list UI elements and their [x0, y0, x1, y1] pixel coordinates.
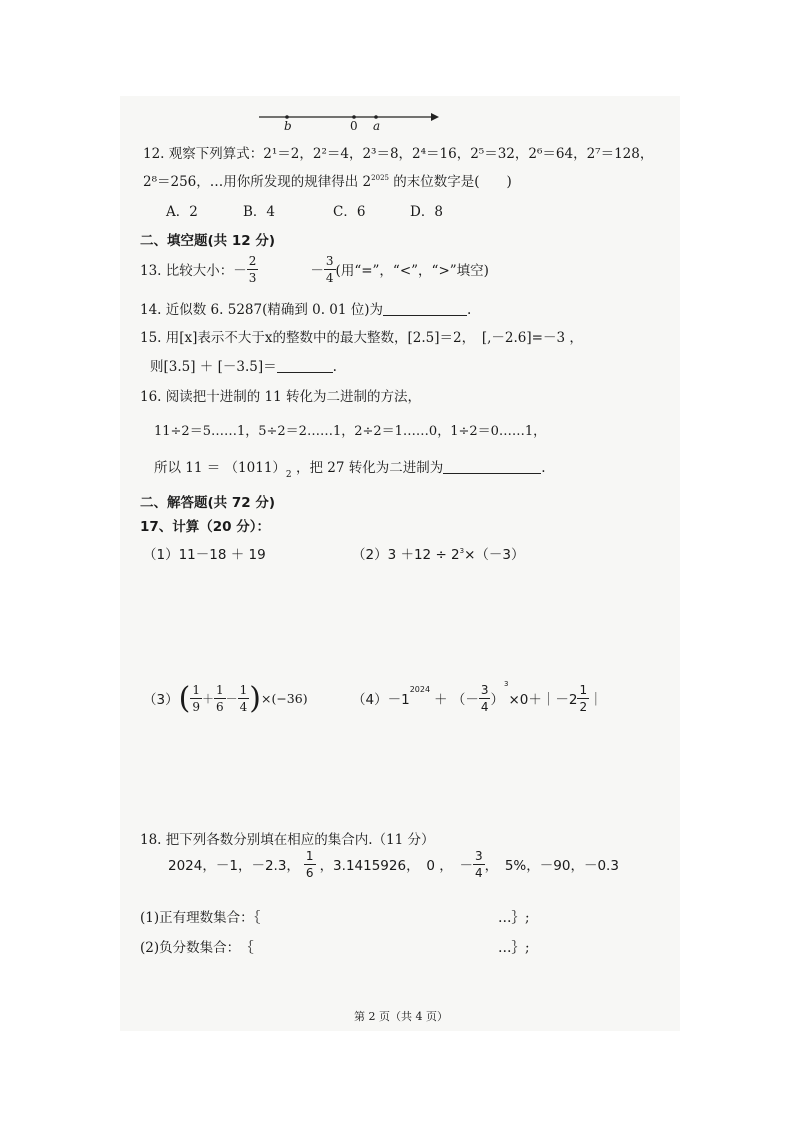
q17-part3-tail: ×(−36) [260, 690, 308, 706]
q12-option-b: B．4 [243, 204, 276, 220]
q17-part3-den-1: 9 [192, 699, 200, 714]
q18-title: 18. 把下列各数分别填在相应的集合内.（11 分） [140, 832, 435, 848]
q15-line1: 15. 用[x]表示不大于x的整数中的最大整数，[2.5]＝2， [,－2.6]=－3 ， [140, 330, 583, 346]
q17-part3-num-2: 1 [215, 682, 224, 697]
q18-fraction-1-den: 6 [305, 865, 314, 880]
q13-den1: 3 [248, 270, 257, 285]
q16-line2: 11÷2＝5……1，5÷2＝2……1，2÷2＝1……0，1÷2＝0……1， [154, 424, 547, 439]
q18-numbers-pre: 2024，－1，－2.3， [168, 858, 300, 874]
q16-subscript: 2 [285, 470, 292, 480]
q17-part4-mixed-frac [577, 684, 589, 713]
q17-part4-num: 3 [480, 682, 489, 697]
q12-option-a: A．2 [166, 204, 198, 220]
q17-part3-open-paren: ( [178, 680, 191, 716]
q17-part4-frac [479, 684, 491, 713]
q13-fraction-2 [324, 255, 336, 284]
q13-suffix: (用“=”，“<”，“>”填空) [335, 263, 489, 279]
q16-line1: 16. 阅读把十进制的 11 转化为二进制的方法， [140, 389, 422, 405]
number-line-label-b: b [284, 119, 292, 133]
q17-part3-num-1: 1 [192, 682, 200, 697]
q13-num2: 3 [325, 253, 334, 268]
q17-title: 17、计算（20 分）： [140, 519, 271, 535]
q18-fraction-2 [473, 850, 485, 879]
q17-part3-sign-1: ＋ [201, 691, 214, 706]
q17-part4-exponent-2: 3 [503, 680, 509, 688]
q17-part4-pre: （4）－1 [352, 692, 410, 708]
page-footer: 第 2 页（共 4 页） [354, 1010, 448, 1023]
q17-part3 [143, 676, 308, 720]
q13 [140, 251, 489, 287]
q16-line3 [154, 456, 546, 480]
q16-line3-post: ，把 27 转化为二进制为 [291, 460, 444, 476]
q16-line3-pre: 所以 11 ＝ （1011） [154, 460, 286, 476]
q16-end: . [541, 460, 546, 476]
q18-fraction-2-num: 3 [474, 848, 483, 863]
q18-fraction-1 [304, 850, 316, 879]
q16-answer-blank[interactable] [443, 459, 541, 474]
section-fill-blank-title: 二、填空题(共 12 分) [140, 233, 276, 249]
q17-part3-frac-1 [190, 684, 202, 713]
q17-part4 [352, 676, 603, 720]
number-line [255, 108, 440, 134]
q17-part4-exponent: 2024 [409, 685, 431, 694]
number-line-label-a: a [373, 119, 381, 133]
q18-numbers-mid: ，3.1415926， 0 ， － [319, 858, 473, 874]
q18-fraction-1-num: 1 [305, 848, 314, 863]
q17-part3-frac-3 [238, 684, 250, 713]
q18-set2-label: (2)负分数集合： ｛ [140, 940, 254, 956]
q17-part4-mixed-den: 2 [579, 699, 588, 714]
q15-line2-text: 则[3.5] ＋ [－3.5]＝ [150, 359, 277, 375]
q18-set1-label: (1)正有理数集合：｛ [140, 910, 261, 926]
q14 [140, 298, 471, 318]
q13-mid: － [310, 263, 324, 279]
q18-numbers-post: ， 5%，－90，－0.3 [484, 858, 619, 874]
q12-line2-post: 的末位数字是( ) [388, 174, 512, 190]
q17-part1: （1）11－18 ＋ 19 [143, 547, 266, 563]
q17-part3-num-3: 1 [239, 682, 248, 697]
q14-answer-blank[interactable] [383, 301, 467, 316]
q18-set2-end: …｝; [498, 940, 530, 956]
q18-fraction-2-den: 4 [474, 865, 483, 880]
q17-part3-den-2: 6 [215, 699, 224, 714]
q17-part4-mixed-num: 1 [579, 682, 588, 697]
q15-answer-blank[interactable] [277, 358, 333, 373]
q18-numbers [168, 846, 619, 882]
q17-part2-post: ×（－3） [464, 547, 525, 563]
q17-part4-mid: ＋ （－ [434, 692, 479, 708]
q12-exponent: 2025 [371, 174, 389, 182]
q14-text: 14. 近似数 6. 5287(精确到 0. 01 位)为 [140, 302, 384, 318]
q13-fraction-1 [247, 255, 259, 284]
q17-part3-sign-2: － [225, 691, 238, 706]
q17-part3-den-3: 4 [239, 699, 248, 714]
q12-line2 [143, 170, 512, 190]
q13-den2: 4 [325, 270, 334, 285]
q17-part3-close-paren: ) [249, 680, 261, 716]
q14-end: . [467, 302, 472, 318]
q17-part2-pre: （2）3 ＋12 ÷ 2 [352, 547, 460, 563]
q12-line1: 12. 观察下列算式：2¹＝2，2²＝4，2³＝8，2⁴＝16，2⁵＝32，2⁶＝64，2⁷＝128， [143, 146, 654, 162]
q17-part4-close: ） [490, 692, 504, 708]
q13-num1: 2 [248, 253, 257, 268]
q15-end: . [332, 359, 337, 375]
q12-option-d: D．8 [410, 204, 443, 220]
q15-line2 [150, 355, 337, 375]
q17-part3-label: （3） [143, 692, 179, 708]
q17-part3-frac-2 [214, 684, 226, 713]
q12-line2-pre: 2⁸＝256，…用你所发现的规律得出 2 [143, 174, 372, 190]
q17-part2 [352, 543, 525, 563]
q17-part4-bar: ｜ [589, 692, 603, 708]
q17-part4-den: 4 [480, 699, 489, 714]
q13-prefix: 13. 比较大小：－ [140, 263, 247, 279]
q17-part2-exponent: 3 [459, 547, 465, 555]
section-solve-title: 二、解答题(共 72 分) [140, 495, 276, 511]
q17-part4-post: ×0＋｜－2 [508, 692, 578, 708]
q18-set1-end: …｝; [498, 910, 530, 926]
q12-option-c: C．6 [333, 204, 366, 220]
number-line-label-zero: 0 [350, 119, 358, 133]
